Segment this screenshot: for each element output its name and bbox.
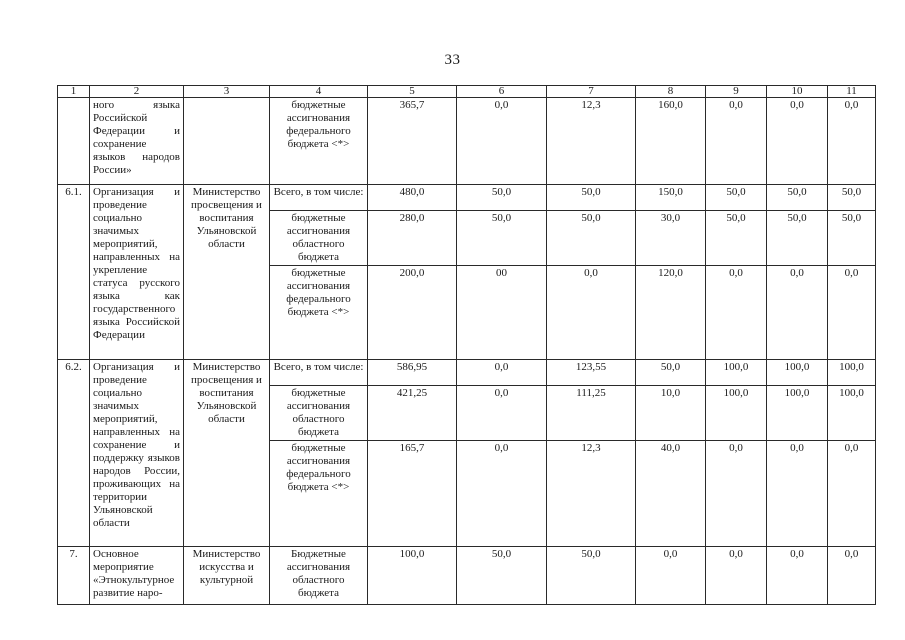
funding-source: Всего, в том числе: [270,360,368,386]
value-cell: 0,0 [706,547,767,605]
value-cell: 165,7 [368,441,457,547]
value-cell: 0,0 [706,441,767,547]
column-header: 2 [90,86,184,98]
value-cell: 100,0 [706,386,767,441]
value-cell: 50,0 [767,211,828,266]
value-cell: 111,25 [547,386,636,441]
value-cell: 50,0 [828,185,876,211]
value-cell: 0,0 [767,441,828,547]
column-header: 6 [457,86,547,98]
value-cell: 50,0 [457,185,547,211]
value-cell: 100,0 [767,360,828,386]
value-cell: 50,0 [457,211,547,266]
row-number [58,98,90,185]
value-cell: 12,3 [547,441,636,547]
event-name: Основное мероприятие «Этнокультурное развитие наро- [90,547,184,605]
value-cell: 50,0 [706,211,767,266]
value-cell: 0,0 [828,441,876,547]
value-cell: 50,0 [457,547,547,605]
column-header: 9 [706,86,767,98]
value-cell: 100,0 [706,360,767,386]
event-name: Организация и проведение социально значимых мероприятий, направленных на сохранение и поддержку языков народов России, проживающих на территории Ульяновской области [90,360,184,547]
value-cell: 0,0 [457,441,547,547]
column-header: 7 [547,86,636,98]
page-number: 33 [444,52,461,68]
event-name: ного языка Российской Федерации и сохранение языков народов России» [90,98,184,185]
value-cell: 280,0 [368,211,457,266]
value-cell: 480,0 [368,185,457,211]
value-cell: 0,0 [636,547,706,605]
funding-source: Всего, в том числе: [270,185,368,211]
table-header-row [58,86,876,98]
value-cell: 200,0 [368,266,457,360]
funding-source: бюджетные ассигнования областного бюджета [270,386,368,441]
value-cell: 30,0 [636,211,706,266]
column-header: 8 [636,86,706,98]
value-cell: 421,25 [368,386,457,441]
value-cell: 123,55 [547,360,636,386]
column-header: 3 [184,86,270,98]
table-row [58,547,876,605]
column-header: 10 [767,86,828,98]
value-cell: 0,0 [767,266,828,360]
row-number: 6.2. [58,360,90,547]
value-cell: 0,0 [828,266,876,360]
value-cell: 100,0 [828,386,876,441]
value-cell: 50,0 [706,185,767,211]
value-cell: 0,0 [767,98,828,185]
column-header: 11 [828,86,876,98]
value-cell: 50,0 [547,185,636,211]
value-cell: 50,0 [636,360,706,386]
value-cell: 100,0 [368,547,457,605]
table-row [58,185,876,211]
value-cell: 120,0 [636,266,706,360]
funding-source: бюджетные ассигнования областного бюджета [270,211,368,266]
value-cell: 586,95 [368,360,457,386]
funding-source: Бюджетные ассигнования областного бюджета [270,547,368,605]
value-cell: 0,0 [547,266,636,360]
value-cell: 00 [457,266,547,360]
value-cell: 0,0 [706,266,767,360]
event-name: Организация и проведение социально значимых мероприятий, направленных на укрепление статуса русского языка как государственного языка Российской Федерации [90,185,184,360]
funding-source: бюджетные ассигнования федерального бюджета <*> [270,441,368,547]
value-cell: 0,0 [457,98,547,185]
value-cell: 50,0 [547,211,636,266]
value-cell: 10,0 [636,386,706,441]
value-cell: 12,3 [547,98,636,185]
budget-table [57,85,876,605]
value-cell: 0,0 [706,98,767,185]
value-cell: 0,0 [767,547,828,605]
table-row [58,360,876,386]
column-header: 4 [270,86,368,98]
table-row [58,98,876,185]
executor [184,98,270,185]
funding-source: бюджетные ассигнования федерального бюджета <*> [270,266,368,360]
value-cell: 0,0 [828,547,876,605]
row-number: 6.1. [58,185,90,360]
column-header: 5 [368,86,457,98]
value-cell: 100,0 [828,360,876,386]
value-cell: 150,0 [636,185,706,211]
row-number: 7. [58,547,90,605]
executor: Министерство искусства и культурной [184,547,270,605]
funding-source: бюджетные ассигнования федерального бюджета <*> [270,98,368,185]
value-cell: 0,0 [457,360,547,386]
column-header: 1 [58,86,90,98]
value-cell: 365,7 [368,98,457,185]
value-cell: 100,0 [767,386,828,441]
value-cell: 50,0 [547,547,636,605]
executor: Министерство просвещения и воспитания Ульяновской области [184,360,270,547]
value-cell: 50,0 [767,185,828,211]
value-cell: 50,0 [828,211,876,266]
value-cell: 0,0 [457,386,547,441]
value-cell: 40,0 [636,441,706,547]
value-cell: 0,0 [828,98,876,185]
executor: Министерство просвещения и воспитания Ульяновской области [184,185,270,360]
value-cell: 160,0 [636,98,706,185]
